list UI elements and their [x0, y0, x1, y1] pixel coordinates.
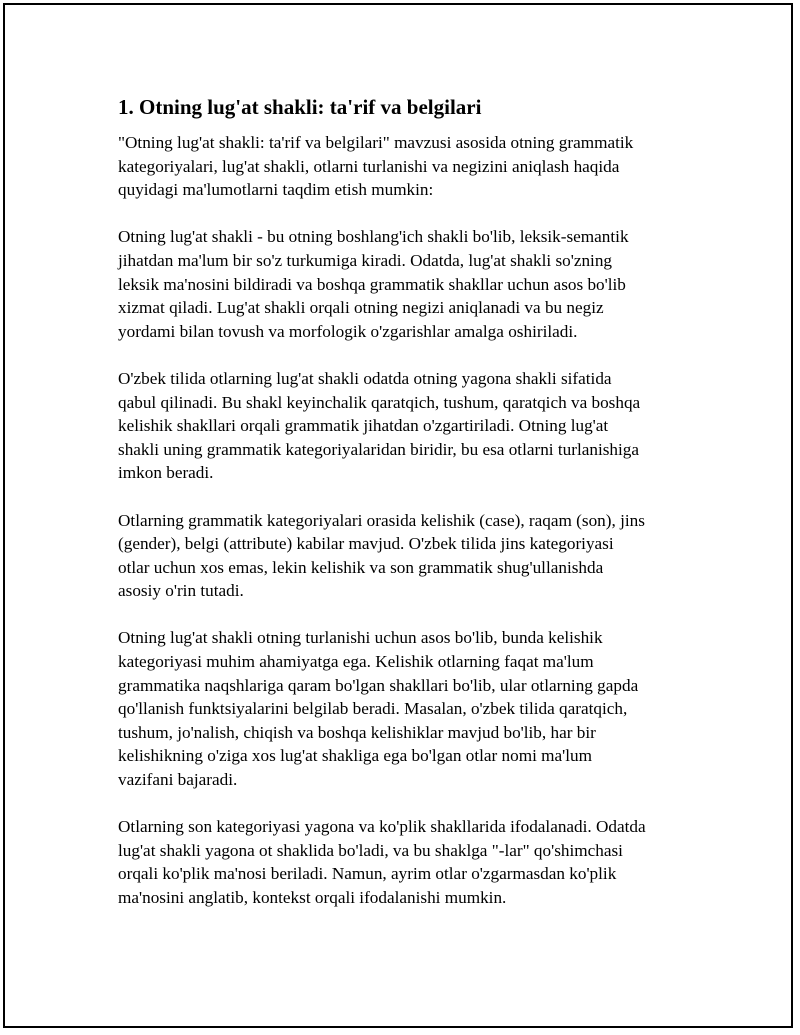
text-line: Otlarning grammatik kategoriyalari orasida kelishik (case), raqam (son), jins [118, 510, 645, 530]
paragraph-categories [118, 509, 698, 603]
paragraph-definition [118, 225, 698, 343]
text-line: "Otning lug'at shakli: ta'rif va belgilari" mavzusi asosida otning grammatik [118, 133, 634, 152]
text-line: (gender), belgi (attribute) kabilar mavjud. O'zbek tilida jins kategoriyasi [118, 534, 614, 554]
text-line: jihatdan ma'lum bir so'z turkumiga kiradi. Odatda, lug'at shakli so'zning [118, 250, 613, 270]
text-line: Otning lug'at shakli - bu otning boshlang'ich shakli bo'lib, leksik-semantik [118, 227, 629, 247]
text-line: orqali ko'plik ma'nosi beriladi. Namun, ayrim otlar o'zgarmasdan ko'plik [118, 864, 617, 884]
text-line: asosiy o'rin tutadi. [118, 581, 244, 601]
text-line: xizmat qiladi. Lug'at shakli orqali otning negizi aniqlanadi va bu negiz [118, 298, 604, 318]
text-line: tushum, jo'nalish, chiqish va boshqa kelishiklar mavjud bo'lib, har bir [118, 722, 596, 742]
text-line: leksik ma'nosini bildiradi va boshqa grammatik shakllar uchun asos bo'lib [118, 274, 626, 294]
paragraph-uzbek-usage [118, 367, 698, 485]
paragraph-intro [118, 131, 698, 202]
text-line: otlar uchun xos emas, lekin kelishik va son grammatik shug'ullanishda [118, 557, 604, 577]
text-line: grammatika naqshlariga qaram bo'lgan shakllari bo'lib, ular otlarning gapda [118, 675, 639, 695]
text-line: lug'at shakli yagona ot shaklida bo'ladi, va bu shaklga "-lar" qo'shimchasi [118, 840, 623, 860]
text-line: shakli uning grammatik kategoriyalaridan biridir, bu esa otlarni turlanishiga [118, 439, 640, 459]
text-line: qabul qilinadi. Bu shakl keyinchalik qaratqich, tushum, qaratqich va boshqa [118, 392, 641, 412]
text-line: yordami bilan tovush va morfologik o'zgarishlar amalga oshiriladi. [118, 321, 578, 341]
text-line: qo'llanish funktsiyalarini belgilab beradi. Masalan, o'zbek tilida qaratqich, [118, 699, 628, 719]
paragraph-case [118, 626, 698, 791]
text-line: quyidagi ma'lumotlarni taqdim etish mumkin: [118, 180, 434, 200]
document-body [118, 93, 698, 933]
text-line: kategoriyasi muhim ahamiyatga ega. Kelishik otlarning faqat ma'lum [118, 652, 594, 672]
text-line: O'zbek tilida otlarning lug'at shakli odatda otning yagona shakli sifatida [118, 368, 612, 388]
text-line: Otlarning son kategoriyasi yagona va ko'plik shakllarida ifodalanadi. Odatda [118, 817, 646, 837]
text-line: imkon beradi. [118, 463, 214, 483]
document-title: 1. Otning lug'at shakli: ta'rif va belgilari [118, 95, 482, 119]
text-line: kelishik shakllari orqali grammatik jihatdan o'zgartiriladi. Otning lug'at [118, 416, 609, 436]
paragraph-number [118, 815, 698, 909]
text-line: ma'nosini anglatib, kontekst orqali ifodalanishi mumkin. [118, 888, 507, 907]
text-line: kelishikning o'ziga xos lug'at shakliga ega bo'lgan otlar nomi ma'lum [118, 746, 592, 766]
text-line: Otning lug'at shakli otning turlanishi uchun asos bo'lib, bunda kelishik [118, 628, 603, 648]
text-line: vazifani bajaradi. [118, 770, 238, 790]
text-line: kategoriyalari, lug'at shakli, otlarni turlanishi va negizini aniqlash haqida [118, 156, 620, 176]
